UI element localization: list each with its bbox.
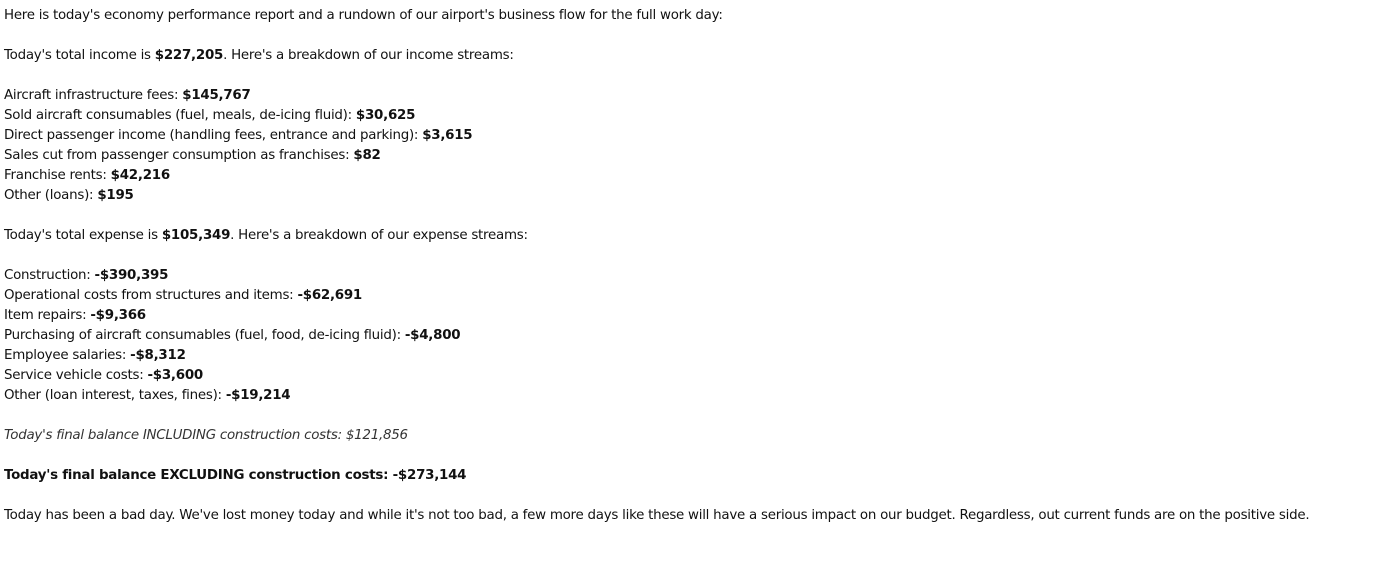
expense-item-value: -$4,800 [404,328,461,343]
income-total-suffix: . Here's a breakdown of our income streams: [223,48,514,63]
expense-item [4,286,1364,306]
income-item-label: Other (loans): [4,188,98,203]
balance-excluding-construction: Today's final balance EXCLUDING construction costs: -$273,144 [4,468,467,483]
expense-item-value: -$62,691 [297,288,363,303]
expense-item-label: Construction: [4,268,95,283]
income-item [4,126,1364,146]
income-item-value: $82 [353,148,381,163]
expense-item-label: Service vehicle costs: [4,368,148,383]
income-item-value: $30,625 [355,108,416,123]
income-item-label: Aircraft infrastructure fees: [4,88,183,103]
balance-including-construction: Today's final balance INCLUDING construction costs: $121,856 [4,428,408,443]
expense-item-value: -$390,395 [94,268,169,283]
expense-item-label: Purchasing of aircraft consumables (fuel, food, de-icing fluid): [4,328,405,343]
income-item [4,146,1364,166]
income-item-value: $3,615 [422,128,473,143]
expense-total-prefix: Today's total expense is [4,228,162,243]
expense-item [4,366,1364,386]
income-total-prefix: Today's total income is [4,48,155,63]
income-item [4,186,1364,206]
closing-remarks: Today has been a bad day. We've lost money today and while it's not too bad, a few more days like these will have a serious impact on our budget. Regardless, out current funds are on the positive side. [4,508,1310,523]
expense-total-suffix: . Here's a breakdown of our expense streams: [230,228,528,243]
expense-item [4,386,1364,406]
expense-item-value: -$9,366 [90,308,146,323]
income-item [4,106,1364,126]
income-item-label: Franchise rents: [4,168,111,183]
expense-breakdown-list [4,266,1364,406]
expense-item-value: -$3,600 [147,368,203,383]
income-item-value: $42,216 [110,168,170,183]
expense-item [4,326,1364,346]
expense-total-line [4,226,1364,246]
expense-item-label: Item repairs: [4,308,91,323]
expense-item [4,266,1364,286]
expense-item-value: -$19,214 [225,388,291,403]
income-total-value: $227,205 [154,48,224,63]
expense-total-value: $105,349 [161,228,231,243]
income-total-line [4,46,1364,66]
expense-item-label: Employee salaries: [4,348,131,363]
income-item [4,166,1364,186]
expense-item-label: Operational costs from structures and items: [4,288,298,303]
income-breakdown-list [4,86,1364,206]
report-intro: Here is today's economy performance report and a rundown of our airport's business flow for the full work day: [4,8,723,23]
income-item [4,86,1364,106]
expense-item [4,306,1364,326]
expense-item-value: -$8,312 [130,348,186,363]
expense-item-label: Other (loan interest, taxes, fines): [4,388,226,403]
expense-item [4,346,1364,366]
income-item-label: Direct passenger income (handling fees, entrance and parking): [4,128,423,143]
income-item-value: $195 [97,188,134,203]
income-item-value: $145,767 [182,88,251,103]
income-item-label: Sales cut from passenger consumption as franchises: [4,148,354,163]
income-item-label: Sold aircraft consumables (fuel, meals, de-icing fluid): [4,108,356,123]
